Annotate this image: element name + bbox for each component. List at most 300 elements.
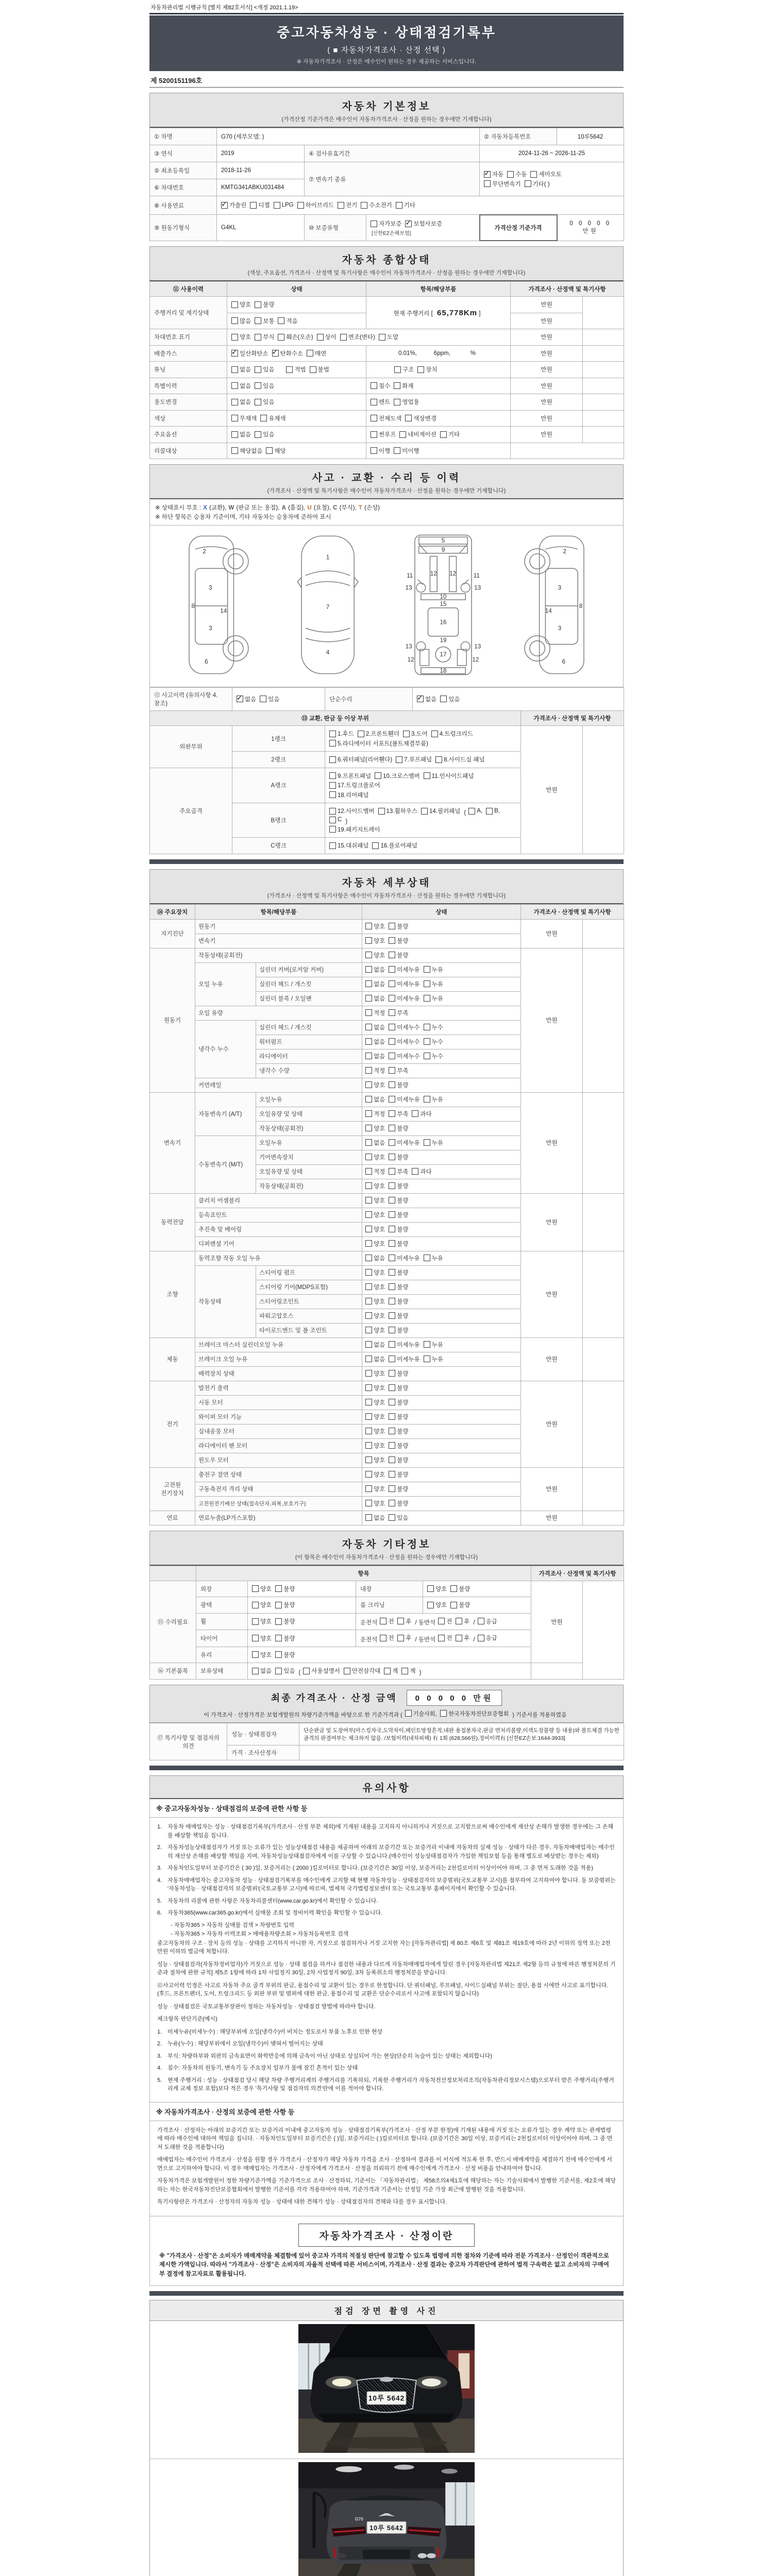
checkbox-하이브리드[interactable]: 하이브리드 [297,201,334,209]
checkbox-불량[interactable]: 불량 [389,1196,408,1205]
checkbox-box-icon[interactable] [365,980,372,987]
checkbox-불량[interactable]: 불량 [389,1470,408,1479]
checkbox-있음[interactable]: 있음 [255,398,274,406]
checkbox-있음[interactable]: 있음 [255,430,274,438]
checkbox-불량[interactable]: 불량 [389,1369,408,1378]
checkbox-양호[interactable]: 양호 [365,922,385,930]
checkbox-box-icon[interactable] [365,1283,372,1290]
checkbox-없음[interactable]: 없음 [365,1052,385,1060]
checkbox-해당없음[interactable]: 해당없음 [231,447,262,455]
checkbox-7.루프패널[interactable]: 7.루프패널 [396,755,432,764]
checkbox-자동[interactable]: ✓ 자동 [484,170,503,178]
checkbox-box-icon[interactable] [389,1096,395,1103]
checkbox-box-icon[interactable] [231,415,238,421]
checkbox-불법[interactable]: 불법 [310,365,329,374]
checkbox-누유[interactable]: 누유 [424,994,443,1003]
checkbox-양호[interactable]: 양호 [365,1384,385,1392]
checkbox-없음[interactable]: 없음 [365,1139,385,1147]
checkbox-box-icon[interactable] [255,431,261,438]
checkbox-없음[interactable]: 없음 [365,1023,385,1031]
checkbox-box-icon[interactable] [278,317,284,324]
checkbox-box-icon[interactable] [424,1038,430,1045]
checkbox-box-icon[interactable] [275,1651,282,1658]
checkbox-양호[interactable]: 양호 [365,1297,385,1306]
checkbox-수소전기[interactable]: 수소전기 [361,201,392,209]
checkbox-box-icon[interactable] [405,221,412,227]
checkbox-box-icon[interactable] [456,1635,462,1641]
checkbox-유채색[interactable]: 유채색 [260,414,285,422]
checkbox-미세누수[interactable]: 미세누수 [389,1023,419,1031]
checkbox-box-icon[interactable] [478,1618,484,1624]
checkbox-box-icon[interactable] [389,1327,395,1333]
checkbox-box-icon[interactable] [365,1327,372,1333]
checkbox-색상변경[interactable]: 색상변경 [405,414,436,422]
checkbox-box-icon[interactable] [278,334,284,341]
checkbox-양호[interactable]: 양호 [365,1182,385,1190]
checkbox-14.필러패널[interactable]: 14.필러패널 [421,807,460,815]
checkbox-box-icon[interactable] [389,1370,395,1377]
checkbox-box-icon[interactable] [365,952,372,958]
checkbox-box-icon[interactable] [396,756,402,763]
checkbox-box-icon[interactable] [365,1500,372,1506]
checkbox-양호[interactable]: 양호 [365,1153,385,1161]
checkbox-A,[interactable]: A, [468,808,482,815]
checkbox-양호[interactable]: 양호 [252,1601,272,1609]
checkbox-불량[interactable]: 불량 [275,1634,295,1642]
checkbox-사용설명서[interactable]: 사용설명서 [303,1667,340,1675]
checkbox-보험사보증[interactable]: ✓ 보험사보증 [405,219,442,228]
checkbox-누유[interactable]: 누유 [424,1095,443,1104]
checkbox-box-icon[interactable] [427,1585,434,1592]
checkbox-box-icon[interactable] [389,1485,395,1492]
checkbox-box-icon[interactable] [329,772,336,779]
checkbox-box-icon[interactable] [231,431,238,438]
checkbox-불량[interactable]: 불량 [389,1485,408,1493]
checkbox-적정[interactable]: 적정 [365,1167,385,1176]
checkbox-부식[interactable]: 부식 [255,333,274,341]
checkbox-box-icon[interactable] [260,696,266,702]
checkbox-box-icon[interactable] [450,1585,457,1592]
checkbox-후[interactable]: 후 [397,1617,411,1625]
checkbox-양호[interactable]: 양호 [365,1312,385,1320]
checkbox-box-icon[interactable] [478,1635,484,1641]
checkbox-양호[interactable]: 양호 [252,1617,272,1625]
checkbox-세미오토[interactable]: 세미오토 [530,170,561,178]
checkbox-box-icon[interactable] [431,731,438,737]
checkbox-응급[interactable]: 응급 [478,1634,497,1642]
checkbox-누유[interactable]: 누유 [424,1254,443,1262]
checkbox-적정[interactable]: 적정 [365,1066,385,1075]
checkbox-box-icon[interactable] [365,1053,372,1059]
checkbox-box-icon[interactable] [365,1081,372,1088]
checkbox-후[interactable]: 후 [456,1617,469,1625]
checkbox-렌트[interactable]: 렌트 [371,398,390,406]
checkbox-누유[interactable]: 누유 [424,1139,443,1147]
checkbox-보통[interactable]: 보통 [255,317,274,325]
checkbox-양호[interactable]: 양호 [365,1413,385,1421]
checkbox-응급[interactable]: 응급 [478,1617,497,1625]
checkbox-box-icon[interactable] [365,1168,372,1175]
checkbox-양호[interactable]: 양호 [365,1456,385,1464]
checkbox-box-icon[interactable] [394,447,400,454]
checkbox-불량[interactable]: 불량 [450,1585,470,1593]
checkbox-box-icon[interactable] [424,1341,430,1348]
checkbox-box-icon[interactable] [389,1139,395,1146]
checkbox-없음[interactable]: 없음 [231,398,251,406]
checkbox-box-icon[interactable] [252,1635,259,1641]
checkbox-box-icon[interactable] [365,1370,372,1377]
checkbox-없음[interactable]: 없음 [231,430,251,438]
checkbox-구조[interactable]: 구조 [394,365,414,374]
checkbox-box-icon[interactable] [266,447,273,454]
checkbox-미세누수[interactable]: 미세누수 [389,1052,419,1060]
checkbox-없음[interactable]: 없음 [365,1038,385,1046]
checkbox-box-icon[interactable] [389,1312,395,1319]
checkbox-box-icon[interactable] [412,1168,418,1175]
checkbox-불량[interactable]: 불량 [389,1081,408,1089]
checkbox-box-icon[interactable] [255,301,261,308]
checkbox-box-icon[interactable] [412,1110,418,1117]
checkbox-box-icon[interactable] [250,202,257,209]
checkbox-box-icon[interactable] [401,1668,408,1674]
checkbox-과다[interactable]: 과다 [412,1167,431,1176]
checkbox-box-icon[interactable] [380,1618,386,1624]
checkbox-누유[interactable]: 누유 [424,965,443,974]
checkbox-box-icon[interactable] [231,382,238,389]
checkbox-5.라디에이터 서포트(볼트체결부품)[interactable]: 5.라디에이터 서포트(볼트체결부품) [329,739,428,748]
checkbox-없음[interactable]: ✓ 없음 [417,695,436,703]
checkbox-box-icon[interactable] [365,1384,372,1391]
checkbox-양호[interactable]: 양호 [231,300,251,309]
checkbox-장치[interactable]: 장치 [417,365,437,374]
checkbox-box-icon[interactable] [221,202,228,209]
checkbox-LPG[interactable]: LPG [274,202,294,209]
checkbox-훼손(오손)[interactable]: 훼손(오손) [278,333,313,341]
checkbox-17.트렁크플로어[interactable]: 17.트렁크플로어 [329,781,380,789]
checkbox-양호[interactable]: 양호 [365,1326,385,1334]
checkbox-box-icon[interactable] [389,1428,395,1434]
checkbox-box-icon[interactable] [365,995,372,1002]
checkbox-12.사이드멤버[interactable]: 12.사이드멤버 [329,807,375,815]
checkbox-가솔린[interactable]: ✓ 가솔린 [221,201,246,209]
checkbox-box-icon[interactable] [329,740,336,747]
checkbox-불량[interactable]: 불량 [389,1153,408,1161]
checkbox-box-icon[interactable] [438,1635,445,1641]
checkbox-box-icon[interactable] [340,334,347,341]
checkbox-부족[interactable]: 부족 [389,1167,408,1176]
checkbox-box-icon[interactable] [255,366,261,373]
checkbox-탄화수소[interactable]: ✓ 탄화수소 [272,349,303,358]
checkbox-9.프론트패널[interactable]: 9.프론트패널 [329,772,371,780]
checkbox-미세누유[interactable]: 미세누유 [389,1341,419,1349]
checkbox-box-icon[interactable] [468,808,475,815]
checkbox-없음[interactable]: 없음 [365,1341,385,1349]
checkbox-불량[interactable]: 불량 [389,1283,408,1291]
checkbox-box-icon[interactable] [231,317,238,324]
checkbox-box-icon[interactable] [399,431,406,438]
checkbox-box-icon[interactable] [486,808,493,815]
checkbox-무채색[interactable]: 무채색 [231,414,257,422]
checkbox-불량[interactable]: 불량 [389,1427,408,1435]
checkbox-box-icon[interactable] [389,1413,395,1420]
checkbox-box-icon[interactable] [371,399,377,405]
checkbox-box-icon[interactable] [375,772,381,779]
checkbox-box-icon[interactable] [424,980,430,987]
checkbox-후[interactable]: 후 [456,1634,469,1642]
checkbox-양호[interactable]: 양호 [365,1240,385,1248]
checkbox-box-icon[interactable] [231,334,238,341]
checkbox-box-icon[interactable] [438,1618,445,1624]
checkbox-불량[interactable]: 불량 [275,1651,295,1659]
checkbox-양호[interactable]: 양호 [365,951,385,959]
checkbox-부족[interactable]: 부족 [389,1009,408,1017]
checkbox-box-icon[interactable] [365,1009,372,1016]
checkbox-없음[interactable]: 없음 [365,1514,385,1522]
checkbox-box-icon[interactable] [389,1038,395,1045]
checkbox-box-icon[interactable] [440,696,447,702]
checkbox-box-icon[interactable] [389,1456,395,1463]
checkbox-디젤[interactable]: 디젤 [250,201,270,209]
checkbox-box-icon[interactable] [365,1067,372,1074]
checkbox-box-icon[interactable] [405,415,412,421]
checkbox-매연[interactable]: 매연 [307,349,326,358]
checkbox-없음[interactable]: 없음 [365,965,385,974]
checkbox-적정[interactable]: 적정 [365,1110,385,1118]
checkbox-이행[interactable]: 이행 [371,447,390,455]
checkbox-box-icon[interactable] [394,399,400,405]
checkbox-box-icon[interactable] [421,808,428,815]
checkbox-box-icon[interactable] [365,1197,372,1204]
checkbox-box-icon[interactable] [389,952,395,958]
checkbox-box-icon[interactable] [389,1182,395,1189]
checkbox-불량[interactable]: 불량 [389,1124,408,1132]
checkbox-기타[interactable]: 기타 [396,201,415,209]
checkbox-box-icon[interactable] [379,334,385,341]
checkbox-불량[interactable]: 불량 [389,1326,408,1334]
checkbox-box-icon[interactable] [365,1298,372,1304]
checkbox-box-icon[interactable] [275,1618,282,1625]
checkbox-box-icon[interactable] [329,808,336,815]
checkbox-box-icon[interactable] [255,399,261,405]
checkbox-없음[interactable]: 없음 [365,1095,385,1104]
checkbox-전체도색[interactable]: 전체도색 [371,414,401,422]
checkbox-box-icon[interactable] [365,1240,372,1247]
checkbox-양호[interactable]: 양호 [365,1081,385,1089]
checkbox-불량[interactable]: 불량 [389,1182,408,1190]
checkbox-불량[interactable]: 불량 [389,937,408,945]
checkbox-box-icon[interactable] [389,1399,395,1405]
checkbox-box-icon[interactable] [389,966,395,973]
checkbox-양호[interactable]: 양호 [252,1585,272,1593]
checkbox-box-icon[interactable] [275,1602,282,1608]
checkbox-불량[interactable]: 불량 [389,1268,408,1277]
checkbox-미이행[interactable]: 미이행 [394,447,419,455]
checkbox-box-icon[interactable] [365,1226,372,1232]
checkbox-양호[interactable]: 양호 [365,1499,385,1507]
checkbox-불량[interactable]: 불량 [255,300,274,309]
checkbox-후[interactable]: 후 [397,1634,411,1642]
checkbox-양호[interactable]: 양호 [365,1268,385,1277]
checkbox-불량[interactable]: 불량 [275,1601,295,1609]
checkbox-box-icon[interactable] [365,1312,372,1319]
checkbox-없음[interactable]: 없음 [365,980,385,988]
checkbox-15.대쉬패널[interactable]: 15.대쉬패널 [329,841,368,850]
checkbox-box-icon[interactable] [358,731,364,737]
checkbox-box-icon[interactable] [371,382,377,389]
checkbox-불량[interactable]: 불량 [275,1617,295,1625]
checkbox-있음[interactable]: 있음 [440,695,460,703]
checkbox-box-icon[interactable] [365,1485,372,1492]
checkbox-box-icon[interactable] [365,1341,372,1348]
checkbox-양호[interactable]: 양호 [365,937,385,945]
checkbox-box-icon[interactable] [365,1269,372,1276]
checkbox-box-icon[interactable] [361,202,367,209]
checkbox-상이[interactable]: 상이 [317,333,337,341]
checkbox-누유[interactable]: 누유 [424,980,443,988]
checkbox-양호[interactable]: 양호 [365,1225,385,1233]
checkbox-box-icon[interactable] [365,1428,372,1434]
checkbox-없음[interactable]: 없음 [365,1254,385,1262]
checkbox-수동[interactable]: 수동 [507,170,527,178]
checkbox-box-icon[interactable] [389,1471,395,1478]
checkbox-불량[interactable]: 불량 [450,1601,470,1609]
checkbox-11.인사이드패널[interactable]: 11.인사이드패널 [424,772,474,780]
checkbox-잭[interactable]: 잭 [401,1667,415,1675]
checkbox-box-icon[interactable] [231,350,238,357]
checkbox-box-icon[interactable] [274,202,280,209]
checkbox-한국자동차진단보증협회[interactable]: 한국자동차진단보증협회 [440,1709,509,1718]
checkbox-미세누유[interactable]: 미세누유 [389,1355,419,1363]
checkbox-양호[interactable]: 양호 [365,1442,385,1450]
checkbox-box-icon[interactable] [484,180,491,187]
checkbox-box-icon[interactable] [329,842,336,849]
checkbox-box-icon[interactable] [389,1514,395,1521]
checkbox-양호[interactable]: 양호 [365,1211,385,1219]
checkbox-자가보증[interactable]: 자가보증 [371,219,401,228]
checkbox-18.리어패널[interactable]: 18.리어패널 [329,791,368,799]
checkbox-box-icon[interactable] [389,1053,395,1059]
checkbox-box-icon[interactable] [389,1168,395,1175]
checkbox-전[interactable]: 전 [380,1617,394,1625]
checkbox-box-icon[interactable] [231,447,238,454]
checkbox-box-icon[interactable] [365,1413,372,1420]
checkbox-box-icon[interactable] [397,1618,404,1624]
checkbox-전[interactable]: 전 [380,1634,394,1642]
checkbox-box-icon[interactable] [378,808,385,815]
checkbox-2.프론트휀더[interactable]: 2.프론트휀더 [358,730,399,738]
checkbox-box-icon[interactable] [365,1255,372,1261]
checkbox-box-icon[interactable] [389,937,395,944]
checkbox-양호[interactable]: 양호 [252,1634,272,1642]
checkbox-적정[interactable]: 적정 [365,1009,385,1017]
checkbox-양호[interactable]: 양호 [365,1398,385,1406]
checkbox-box-icon[interactable] [329,782,336,789]
checkbox-없음[interactable]: ✓ 없음 [237,695,256,703]
checkbox-box-icon[interactable] [389,980,395,987]
checkbox-box-icon[interactable] [252,1602,259,1608]
checkbox-적법[interactable]: 적법 [286,365,306,374]
checkbox-box-icon[interactable] [507,171,514,178]
checkbox-box-icon[interactable] [397,1635,404,1641]
checkbox-불량[interactable]: 불량 [389,1240,408,1248]
checkbox-box-icon[interactable] [372,842,379,849]
checkbox-box-icon[interactable] [389,1081,395,1088]
checkbox-양호[interactable]: 양호 [365,1485,385,1493]
checkbox-양호[interactable]: 양호 [365,1283,385,1291]
checkbox-box-icon[interactable] [371,447,377,454]
checkbox-양호[interactable]: 양호 [252,1651,272,1659]
checkbox-box-icon[interactable] [389,1197,395,1204]
checkbox-box-icon[interactable] [389,1298,395,1304]
checkbox-C[interactable]: C [329,817,342,823]
checkbox-box-icon[interactable] [389,923,395,929]
checkbox-16.플로어패널[interactable]: 16.플로어패널 [372,841,417,850]
checkbox-누유[interactable]: 누유 [424,1341,443,1349]
checkbox-1.후드[interactable]: 1.후드 [329,730,354,738]
checkbox-box-icon[interactable] [405,1710,412,1717]
checkbox-box-icon[interactable] [365,937,372,944]
checkbox-box-icon[interactable] [389,1154,395,1160]
checkbox-불량[interactable]: 불량 [389,1442,408,1450]
checkbox-box-icon[interactable] [484,171,491,178]
checkbox-box-icon[interactable] [427,1602,434,1608]
checkbox-없음[interactable]: 없음 [365,994,385,1003]
checkbox-미세누유[interactable]: 미세누유 [389,1095,419,1104]
checkbox-box-icon[interactable] [260,415,267,421]
checkbox-있음[interactable]: 있음 [389,1514,408,1522]
checkbox-8.사이드실 패널[interactable]: 8.사이드실 패널 [435,755,484,764]
checkbox-양호[interactable]: 양호 [427,1585,447,1593]
checkbox-있음[interactable]: 있음 [255,382,274,390]
checkbox-box-icon[interactable] [389,1341,395,1348]
checkbox-양호[interactable]: 양호 [365,1124,385,1132]
checkbox-box-icon[interactable] [424,772,430,779]
checkbox-box-icon[interactable] [424,1355,430,1362]
checkbox-box-icon[interactable] [530,171,537,178]
checkbox-10.크로스멤버[interactable]: 10.크로스멤버 [375,772,420,780]
checkbox-box-icon[interactable] [424,966,430,973]
checkbox-변조(변타)[interactable]: 변조(변타) [340,333,375,341]
checkbox-양호[interactable]: 양호 [427,1601,447,1609]
checkbox-불량[interactable]: 불량 [389,1398,408,1406]
checkbox-전[interactable]: 전 [438,1634,452,1642]
checkbox-13.휠하우스[interactable]: 13.휠하우스 [378,807,417,815]
checkbox-미세누유[interactable]: 미세누유 [389,994,419,1003]
checkbox-box-icon[interactable] [365,1211,372,1218]
checkbox-있음[interactable]: 있음 [255,365,274,374]
checkbox-19.패키지트레이[interactable]: 19.패키지트레이 [329,825,380,834]
checkbox-box-icon[interactable] [389,1067,395,1074]
checkbox-box-icon[interactable] [365,1442,372,1449]
checkbox-box-icon[interactable] [424,1139,430,1146]
checkbox-box-icon[interactable] [329,817,336,823]
checkbox-불량[interactable]: 불량 [389,1384,408,1392]
checkbox-누수[interactable]: 누수 [424,1052,443,1060]
checkbox-box-icon[interactable] [365,1355,372,1362]
checkbox-box-icon[interactable] [389,1110,395,1117]
checkbox-box-icon[interactable] [329,756,336,763]
checkbox-미세누유[interactable]: 미세누유 [389,980,419,988]
checkbox-미세누유[interactable]: 미세누유 [389,1254,419,1262]
checkbox-box-icon[interactable] [389,1211,395,1218]
checkbox-box-icon[interactable] [365,1399,372,1405]
checkbox-box-icon[interactable] [317,334,324,341]
checkbox-불량[interactable]: 불량 [389,1456,408,1464]
checkbox-네비게이션[interactable]: 네비게이션 [399,430,436,438]
checkbox-box-icon[interactable] [389,1009,395,1016]
checkbox-box-icon[interactable] [365,1110,372,1117]
checkbox-box-icon[interactable] [424,1024,430,1030]
